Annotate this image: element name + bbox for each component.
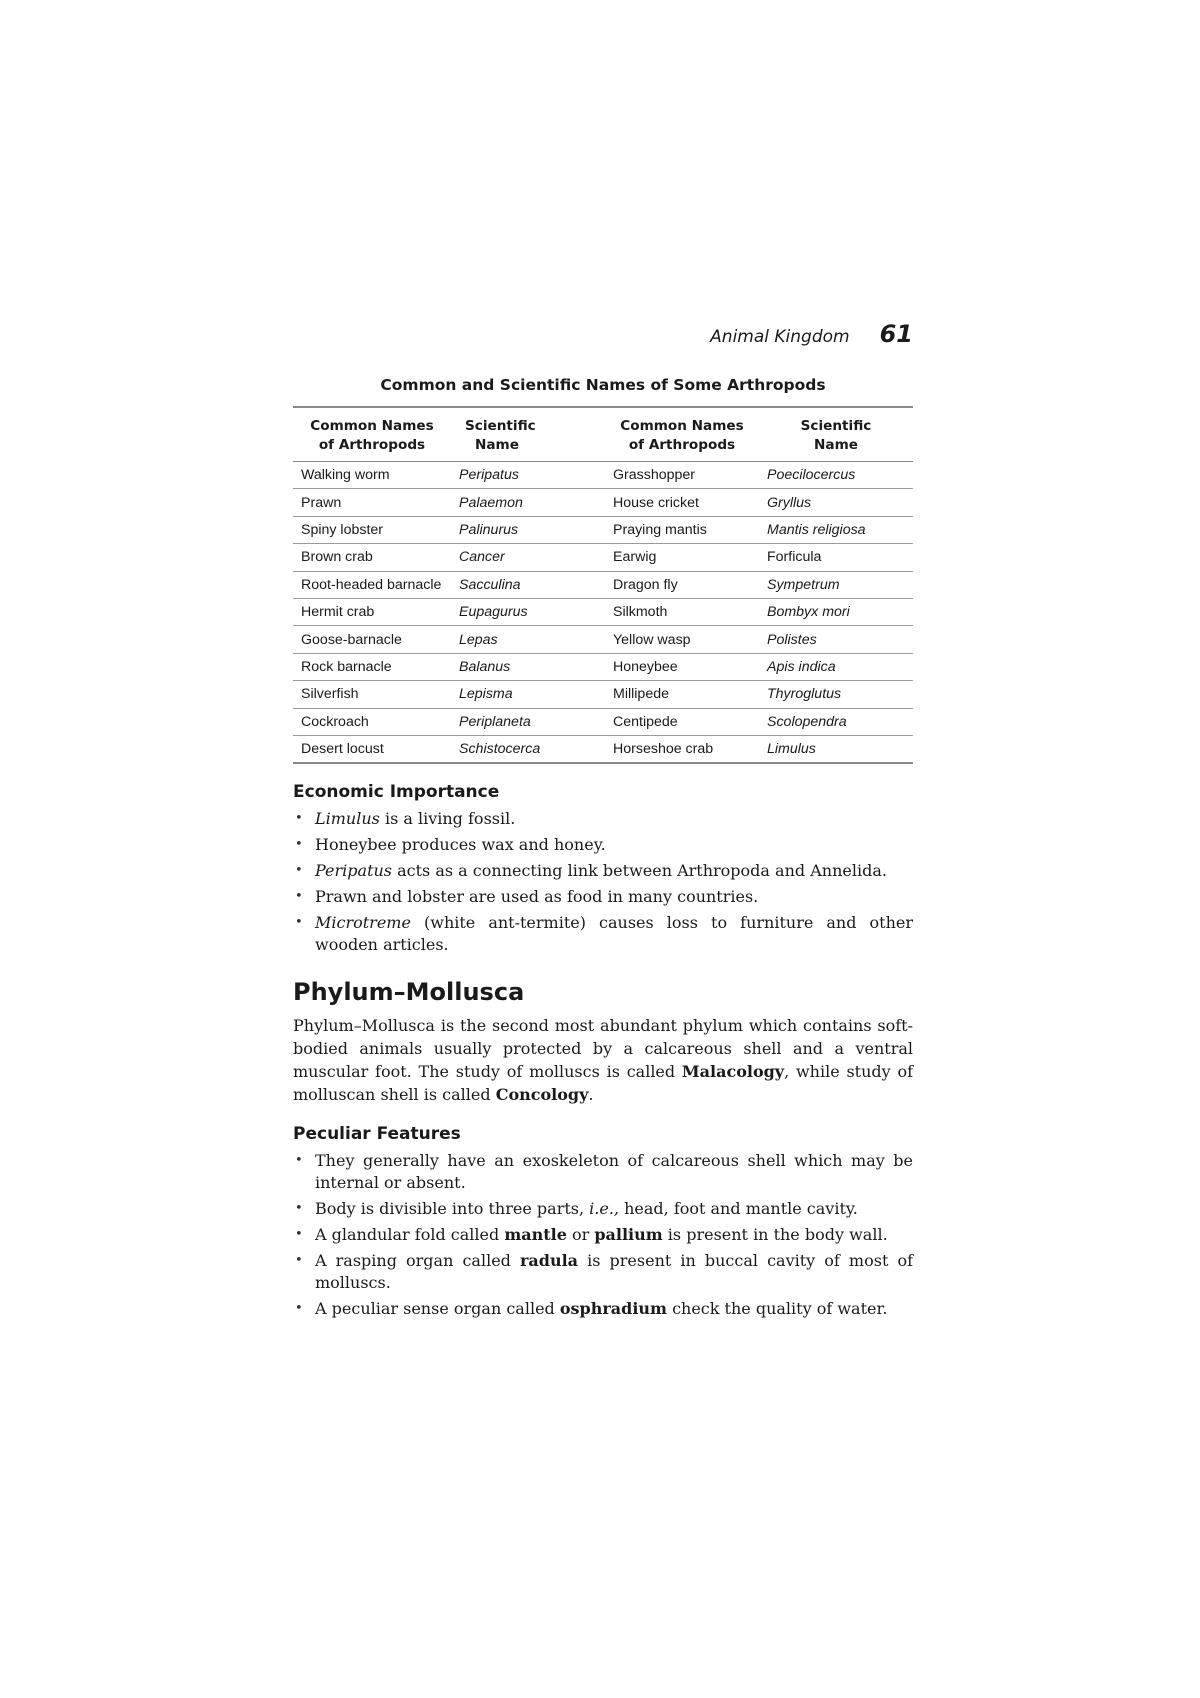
scientific-name-cell: Peripatus (451, 462, 605, 489)
scientific-name-cell: Poecilocercus (759, 462, 913, 489)
scientific-name-cell: Balanus (451, 653, 605, 680)
scientific-name-cell: Schistocerca (459, 741, 541, 758)
scientific-name-cell: Limulus (767, 741, 816, 758)
scientific-name-cell: Gryllus (759, 489, 913, 516)
common-name-cell: Desert locust (301, 741, 384, 758)
table-row (293, 462, 913, 489)
scientific-name-cell: Periplaneta (451, 708, 605, 735)
scientific-name-cell: Mantis religiosa (759, 516, 913, 543)
list-item: • Honeybee produces wax and honey. (293, 834, 913, 856)
common-name-cell: House cricket (605, 489, 759, 516)
peculiar-features-heading: Peculiar Features (293, 1124, 461, 1145)
common-name-cell: Dragon fly (605, 571, 759, 598)
scientific-name-cell: Cancer (451, 544, 605, 571)
common-name-cell: Grasshopper (605, 462, 759, 489)
table-row (293, 735, 913, 763)
list-item: • Microtreme (white ant-termite) causes loss to furniture and other wooden articles. (293, 912, 913, 956)
common-name-cell: Cockroach (293, 708, 451, 735)
economic-importance-list (293, 808, 913, 956)
scientific-name-cell: Sacculina (451, 571, 605, 598)
scientific-name-cell: Thyroglutus (759, 681, 913, 708)
list-item: • A rasping organ called radula is present in buccal cavity of most of molluscs. (293, 1250, 913, 1294)
table-row (293, 544, 913, 571)
running-head (293, 320, 913, 364)
common-name-cell: Centipede (605, 708, 759, 735)
chapter-title: Animal Kingdom (710, 327, 850, 347)
common-name-cell: Millipede (605, 681, 759, 708)
list-item: • Limulus is a living fossil. (293, 808, 913, 830)
table-row (293, 626, 913, 653)
common-name-cell: Horseshoe crab (613, 741, 714, 758)
column-header: Common Names of Arthropods (605, 407, 759, 462)
peculiar-features-list (293, 1150, 913, 1320)
scientific-name-cell: Lepas (451, 626, 605, 653)
scientific-name-cell: Apis indica (759, 653, 913, 680)
common-name-cell: Earwig (605, 544, 759, 571)
scientific-name-cell: Polistes (759, 626, 913, 653)
scientific-name-cell: Eupagurus (451, 598, 605, 625)
column-header: Common Names of Arthropods (293, 407, 451, 462)
common-name-cell: Brown crab (293, 544, 451, 571)
scientific-name-cell: Palaemon (451, 489, 605, 516)
column-header: Scientific Name (451, 407, 605, 462)
table-row (293, 516, 913, 543)
table-row (293, 598, 913, 625)
list-item: • A peculiar sense organ called osphradium check the quality of water. (293, 1298, 913, 1320)
list-item: • Prawn and lobster are used as food in many countries. (293, 886, 913, 908)
phylum-mollusca-heading: Phylum–Mollusca (293, 978, 525, 1007)
book-page (293, 320, 913, 1324)
mollusca-intro-paragraph: Phylum–Mollusca is the second most abundant phylum which contains soft-bodied animals usually protected by a calcareous shell and a ventral muscular foot. The study of molluscs is called Malacology, while study of molluscan shell is called Concology. (293, 1016, 914, 1105)
common-name-cell: Silverfish (293, 681, 451, 708)
table-row (293, 489, 913, 516)
term-concology: Concology (495, 1085, 589, 1105)
scientific-name-cell: Palinurus (451, 516, 605, 543)
common-name-cell: Goose-barnacle (293, 626, 451, 653)
table-row (293, 681, 913, 708)
list-item: • Body is divisible into three parts, i.e., head, foot and mantle cavity. (293, 1198, 913, 1220)
table-row (293, 571, 913, 598)
table-header-row (293, 407, 913, 462)
scientific-name-cell: Forficula (759, 544, 913, 571)
list-item: • Peripatus acts as a connecting link between Arthropoda and Annelida. (293, 860, 913, 882)
common-name-cell: Silkmoth (605, 598, 759, 625)
common-name-cell: Walking worm (293, 462, 451, 489)
list-item: • A glandular fold called mantle or pallium is present in the body wall. (293, 1224, 913, 1246)
table-caption: Common and Scientific Names of Some Arthropods (380, 376, 826, 394)
common-name-cell: Hermit crab (293, 598, 451, 625)
list-item: • They generally have an exoskeleton of calcareous shell which may be internal or absent. (293, 1150, 913, 1194)
common-name-cell: Yellow wasp (605, 626, 759, 653)
scientific-name-cell: Sympetrum (759, 571, 913, 598)
common-name-cell: Prawn (293, 489, 451, 516)
term-malacology: Malacology (681, 1062, 785, 1082)
common-name-cell: Honeybee (605, 653, 759, 680)
scientific-name-cell: Lepisma (451, 681, 605, 708)
table-row (293, 653, 913, 680)
column-header: Scientific Name (759, 407, 913, 462)
page-number: 61 (879, 320, 913, 348)
table-row (293, 708, 913, 735)
common-name-cell: Spiny lobster (293, 516, 451, 543)
economic-importance-heading: Economic Importance (293, 782, 500, 803)
common-name-cell: Root-headed barnacle (293, 571, 451, 598)
scientific-name-cell: Scolopendra (759, 708, 913, 735)
scientific-name-cell: Bombyx mori (759, 598, 913, 625)
common-name-cell: Rock barnacle (293, 653, 451, 680)
common-name-cell: Praying mantis (605, 516, 759, 543)
arthropod-names-table (293, 406, 913, 764)
